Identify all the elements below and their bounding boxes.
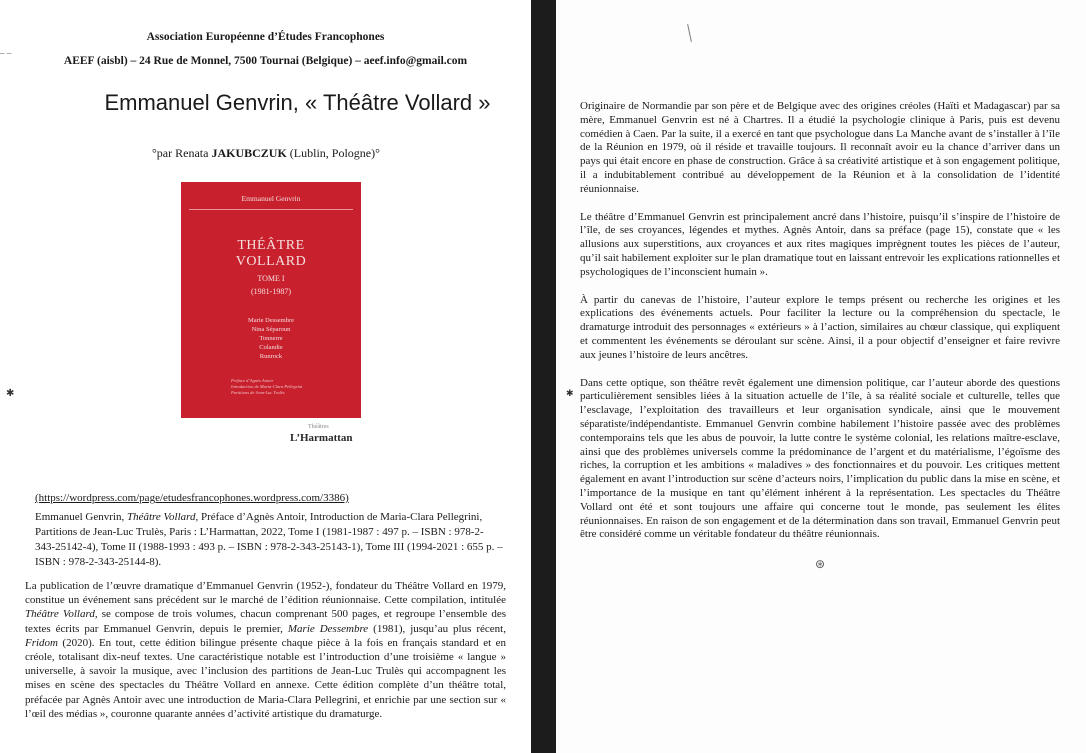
cover-rule xyxy=(189,209,353,210)
paragraph: Dans cette optique, son théâtre revêt également une dimension politique, car l’auteur aborde des questions particulièrement sensibles liées à la situation actuelle de l’île, à sa réalité sociale et culturelle, telles que l’esclavage, l’exploitation des travailleurs et leur organisation syndicale, ainsi que le mouvement séparatiste/indépendantiste. Emmanuel Genvrin combine habilement l’histoire passée avec des problèmes contemporains tels que les abus de pouvoir, la lutte contre le système colonial, les relations maître-esclave, ainsi que des problèmes universels comme la prédominance de l’argent et du matérialisme, l’égoïsme des riches, la corruption et les ambitions « maladives » des fonctionnaires et du pouvoir. Les critiques mettent également en avant l’introduction sur scène d’acteurs noirs, l’implication du public dans la mise en scène, et l’importance de la musique en tant qu’élément inhérent à la représentation. Les spectacles du Théâtre Vollard ont été et sont toujours une affaire qui concerne tout le monde, pas seulement les élites réunionnaises. En raison de son engagement et de la détermination dans son travail, Emmanuel Genvrin peut être considéré comme un véritable fondateur du théâtre réunionnais. xyxy=(580,376,1060,541)
cover-title: THÉÂTRE VOLLARD xyxy=(235,238,307,269)
association-address: AEEF (aisbl) – 24 Rue de Monnel, 7500 Tournai (Belgique) – aeef.info@gmail.com xyxy=(63,55,468,67)
wordpress-icon: ⊛ xyxy=(815,557,826,571)
right-page xyxy=(556,0,1086,753)
publisher-logo: Théâtres L’Harmattan xyxy=(290,424,353,444)
article-title: Emmanuel Genvrin, « Théâtre Vollard » xyxy=(104,90,491,115)
association-name: Association Européenne d’Études Francophones xyxy=(146,31,385,43)
scan-mark: ✱ xyxy=(566,388,574,398)
cover-credits: Préface d’Agnès Antoir Introduction de Maria-Clara Pellegrini Partitions de Jean-Luc Trulès xyxy=(231,378,303,395)
article-body-left: La publication de l’œuvre dramatique d’Emmanuel Genvrin (1952-), fondateur du Théâtre Vollard en 1979, constitue un événement sans précédent sur le marché de l’édition réunionnaise. Cette compilation, intitulée Théâtre Vollard, se compose de trois volumes, chacun comprenant 500 pages, et regroupe l’ensemble des textes écrits par Emmanuel Genvrin, depuis le premier, Marie Dessembre (1981), jusqu’au plus récent, Fridom (2020). En tout, cette édition bilingue présente chaque pièce à la fois en français standard et en créole, totalisant dix-neuf textes. Une caractéristique notable est l’introduction d’une troisième « langue » universelle, à savoir la musique, avec l’inclusion des partitions de Jean-Luc Trulès qui accompagnent les mises en scène des spectacles du Théâtre Vollard en annexe. Cette édition complète d’un théâtre total, préfacée par Agnès Antoir avec une introduction de Maria-Clara Pellegrini, et enrichie par une section sur « l’œil des médias », couronne quarante années d’activité artistique du dramaturge. xyxy=(25,580,507,720)
scan-artifact: – – xyxy=(0,48,12,58)
paragraph: Le théâtre d’Emmanuel Genvrin est principalement ancré dans l’histoire, puisqu’il s’inspire de l’histoire de l’île, de ses croyances, légendes et mythes. Agnès Antoir, dans sa préface (page 15), constate que « les allusions aux superstitions, aux croyances et aux rites magiques imprègnent toutes les pièces de l’auteur, qu’il sait habilement exploiter sur le plan dramatique tout en laissant entrevoir les explications rationnelles et psychologiques de l’inconscient humain ». xyxy=(580,210,1060,278)
bibliographic-reference: Emmanuel Genvrin, Théâtre Vollard, Préface d’Agnès Antoir, Introduction de Maria-Clara Pellegrini, Partitions de Jean-Luc Trulès, Paris : L’Harmattan, 2022, Tome I (1981-1987 : 497 p. – ISBN : 978-2-343-25142-4), Tome II (1988-1993 : 493 p. – ISBN : 978-2-343-25143-1), Tome III (1994-2021 : 655 p. – ISBN : 978-2-343-25144-8). xyxy=(35,511,503,568)
paragraph: Originaire de Normandie par son père et de Belgique avec des origines créoles (Haïti et Madagascar) par sa mère, Emmanuel Genvrin est né à Chartres. Il a étudié la psychologie clinique à Paris, puis est devenu comédien à Caen. Par la suite, il a exercé en tant que psychologue dans La Manche avant de s’installer à l’île de la Réunion en 1979, où il réside et travaille toujours. Il reconnaît avoir eu la chance d’arriver dans un pays qui était encore en phase de construction. Grâce à sa créativité artistique et à son engagement politique, il a indubitablement contribué au développement de la Réunion et à la consolidation de l’identité réunionnaise. xyxy=(580,100,1060,195)
scan-mark: ✱ xyxy=(6,388,15,399)
byline: °par Renata JAKUBCZUK (Lublin, Pologne)° xyxy=(152,146,380,160)
article-body-right xyxy=(580,100,1060,556)
book-cover xyxy=(181,182,361,418)
scan-mark xyxy=(687,24,692,42)
source-url[interactable]: (https://wordpress.com/page/etudesfrancophones.wordpress.com/3386) xyxy=(35,492,349,504)
cover-years: (1981-1987) xyxy=(251,287,291,296)
cover-author: Emmanuel Genvrin xyxy=(241,194,301,203)
left-page xyxy=(0,0,531,753)
cover-tome: TOME I xyxy=(257,274,285,283)
cover-play-list: Marie Dessembre Nina Séparoun Tonnerre Colandie Runrock xyxy=(247,317,295,360)
page-gutter xyxy=(531,0,556,753)
paragraph: À partir du canevas de l’histoire, l’auteur explore le temps présent ou recherche les origines et les explications des événements actuels. Pour faciliter la lecture ou la compréhension du spectacle, le dramaturge introduit des personnages « extérieurs » à l’action, similaires au chœur classique, qui expliquent et commentent les événements se déroulant sur scène. Ainsi, il a pour objectif d’enseigner et faire revivre aux jeunes l’histoire de leurs ancêtres. xyxy=(580,293,1060,361)
